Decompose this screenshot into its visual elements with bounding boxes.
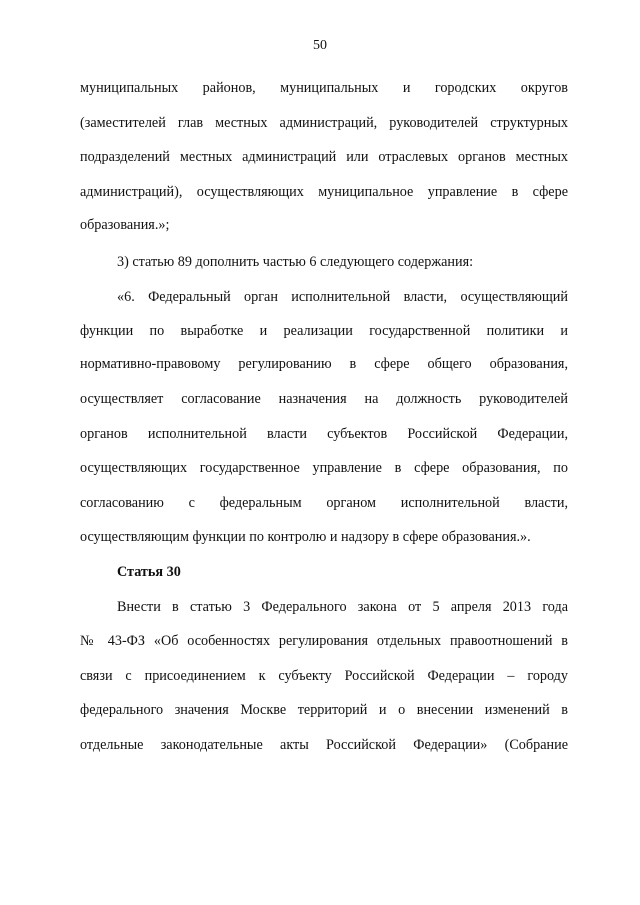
text-line: подразделений местных администраций или отраслевых органов местных (80, 149, 568, 165)
text-line: связи с присоединением к субъекту Российской Федерации – городу (80, 668, 568, 684)
text-line: осуществляющих государственное управление в сфере образования, по (80, 460, 568, 476)
text-line: органов исполнительной власти субъектов Российской Федерации, (80, 426, 568, 442)
text-line: образования.»; (80, 217, 170, 233)
text-line: № 43-ФЗ «Об особенностях регулирования отдельных правоотношений в (80, 633, 568, 649)
text-line: (заместителей глав местных администраций, руководителей структурных (80, 115, 568, 131)
text-line: 3) статью 89 дополнить частью 6 следующего содержания: (117, 254, 474, 270)
text-line: отдельные законодательные акты Российской Федерации» (Собрание (80, 737, 568, 753)
text-line: муниципальных районов, муниципальных и городских округов (80, 80, 568, 96)
text-line: «6. Федеральный орган исполнительной власти, осуществляющий (117, 289, 568, 305)
article-heading: Статья 30 (117, 564, 181, 580)
text-line: Внести в статью 3 Федерального закона от 5 апреля 2013 года (117, 599, 568, 615)
text-line: функции по выработке и реализации государственной политики и (80, 323, 568, 339)
page-number: 50 (313, 38, 327, 53)
text-line: осуществляющим функции по контролю и надзору в сфере образования.». (80, 529, 531, 545)
text-line: федерального значения Москве территорий и о внесении изменений в (80, 702, 568, 718)
text-line: осуществляет согласование назначения на должность руководителей (80, 391, 568, 407)
text-line: администраций), осуществляющих муниципальное управление в сфере (80, 184, 568, 200)
text-line: согласованию с федеральным органом исполнительной власти, (80, 495, 568, 511)
text-line: нормативно-правовому регулированию в сфере общего образования, (80, 356, 568, 372)
